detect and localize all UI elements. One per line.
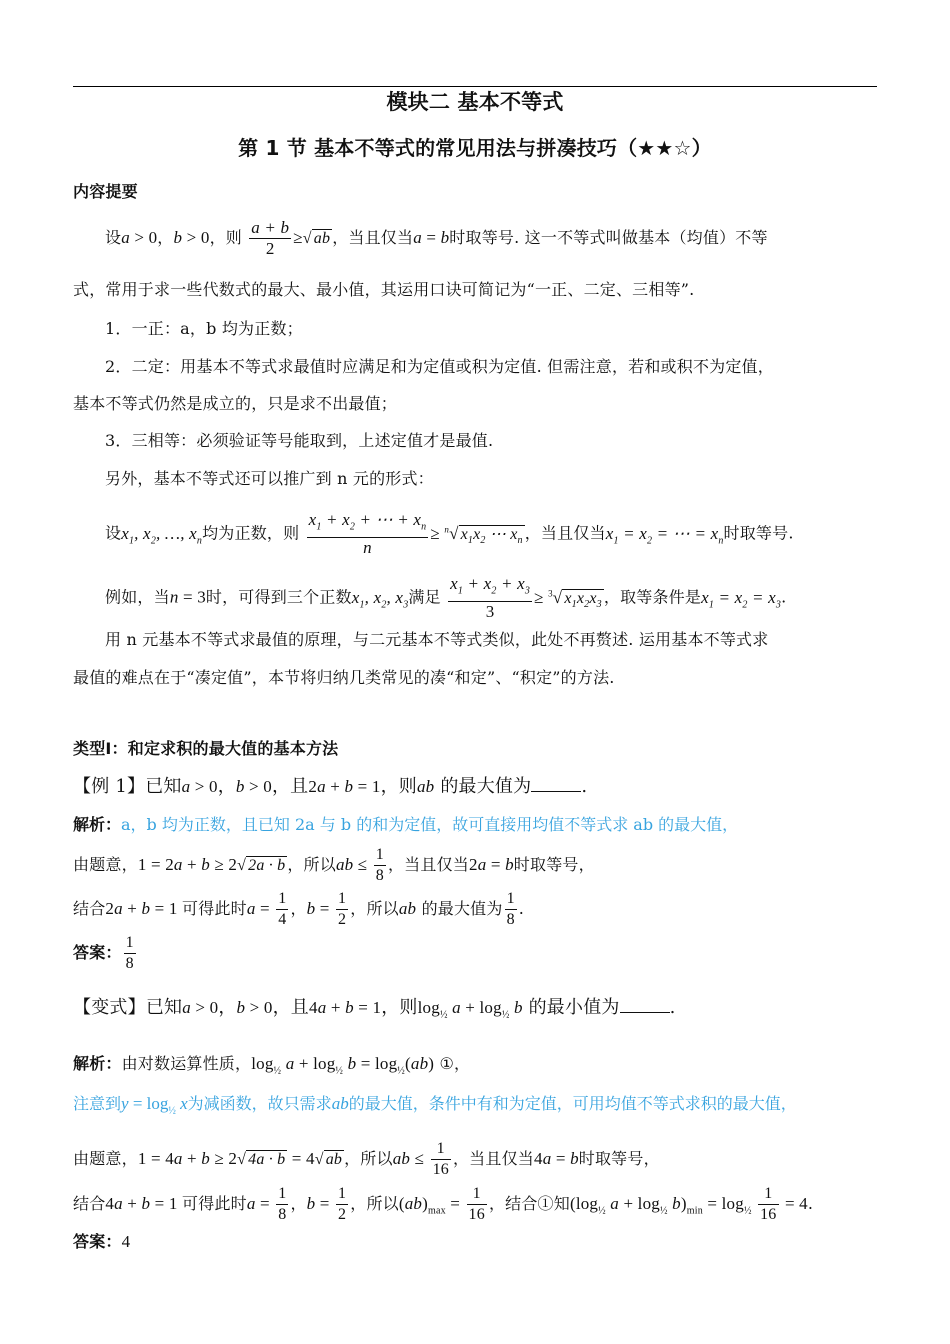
rule-item-3: 3．三相等：必须验证等号能取到，上述定值才是最值. <box>105 431 494 450</box>
answer-blank <box>531 777 581 792</box>
rule-item-1: 1．一正：a，b 均为正数； <box>105 319 303 338</box>
answer-blank <box>620 998 670 1013</box>
example1-answer: 答案： $\frac{1}{8}$ <box>73 934 134 972</box>
module-title: 模块二 基本不等式 <box>386 90 564 114</box>
rule-item-2-cont: 基本不等式仍然是成立的，只是求不出最值； <box>73 394 398 413</box>
variant-step1: 由题意，1 = 4a + b ≥ 2√ 4a · b = 4√ ab ，所以ab ≤ $\frac{1}{16}$ ，当且仅当4a = b时取等号， <box>73 1140 660 1178</box>
variant-answer: 答案：4 <box>73 1232 131 1251</box>
example1-question: 【例 1】已知a > 0，b > 0，且2a + b = 1，则ab 的最大值为 . <box>73 776 588 797</box>
variant-question: 【变式】已知a > 0，b > 0，且4a + b = 1，则$\log_{\frac{1}{2}} a + \log_{\frac{1}{2}} b$ 的最小值为 . <box>73 997 676 1021</box>
header-rule <box>73 86 877 87</box>
type1-heading: 类型Ⅰ：和定求积的最大值的基本方法 <box>73 739 339 758</box>
variant-step2: 结合4a + b = 1 可得此时a = $\frac{1}{8}$ ，b = $\frac{1}{2}$ ，所以$(ab)_{max}$ = $\frac{1}{16}$ ，结合①知($\log_{\frac{1}{2}}$ $a + \log_{\frac{1}{2}} b)_{min} = \log_{\frac{1}{2}}$ $\frac{1}{16}$ = 4. <box>73 1185 814 1223</box>
variant-analysis: 解析：由对数运算性质，$\log_{\frac{1}{2}} a + \log_{\frac{1}{2}} b = \log_{\frac{1}{2}}(ab)$ ①， <box>73 1054 471 1077</box>
rule-item-2: 2．二定：用基本不等式求最值时应满足和为定值或积为定值. 但需注意，若和或积不为定值， <box>105 357 774 376</box>
example1-step1: 由题意，1 = 2a + b ≥ 2√ 2a · b ，所以ab ≤ $\frac{1}{8}$ ，当且仅当2a = b时取等号， <box>73 846 595 884</box>
summary-paragraph-1: 设a > 0，b > 0，则 $\frac{a + b}{2}$ ≥√ ab ，当且仅当a = b时取等号. 这一不等式叫做基本（均值）不等 <box>105 218 768 258</box>
example1-analysis-hint: 解析：a，b 均为正数，且已知 2a 与 b 的和为定值，故可直接用均值不等式求 ab 的最大值， <box>73 815 739 834</box>
closing-paragraph: 用 n 元基本不等式求最值的原理，与二元基本不等式类似，此处不再赘述. 运用基本不等式求 <box>105 630 769 649</box>
closing-paragraph-cont: 最值的难点在于“凑定值”，本节将归纳几类常见的凑“和定”、“积定”的方法. <box>73 668 615 687</box>
example1-step2: 结合2a + b = 1 可得此时a = $\frac{1}{4}$ ，b = $\frac{1}{2}$ ，所以ab 的最大值为 $\frac{1}{8}$ . <box>73 890 525 928</box>
section-title: 第 1 节 基本不等式的常见用法与拼凑技巧（★★☆） <box>238 136 712 160</box>
n-form-formula: 设$x_1$, $x_2$, …, $x_n$均为正数，则 $\frac{x_1 + x_2 + \cdots + x_n}{n}$ ≥ $^n$√ $x_1x_2$ ⋯ $x_n$ ，当且仅当$x_1 = x_2$ = ⋯ = $x_n$时取等号. <box>105 510 794 558</box>
variant-hint: 注意到$y = \log_{\frac{1}{2}} x$为减函数，故只需求ab的最大值，条件中有和为定值，可用均值不等式求积的最大值， <box>73 1094 797 1117</box>
summary-heading: 内容提要 <box>73 182 138 201</box>
extend-text: 另外，基本不等式还可以推广到 n 元的形式： <box>105 469 434 488</box>
n3-example: 例如，当n = 3时，可得到三个正数$x_1$, $x_2$, $x_3$满足 $\frac{x_1 + x_2 + x_3}{3}$ ≥ $^3$√ $x_1x_2x_3$ ，取等条件是$x_1 = x_2 = x_3$. <box>105 574 787 622</box>
summary-paragraph-1-cont: 式，常用于求一些代数式的最大、最小值，其运用口诀可简记为“一正、二定、三相等”. <box>73 280 695 299</box>
